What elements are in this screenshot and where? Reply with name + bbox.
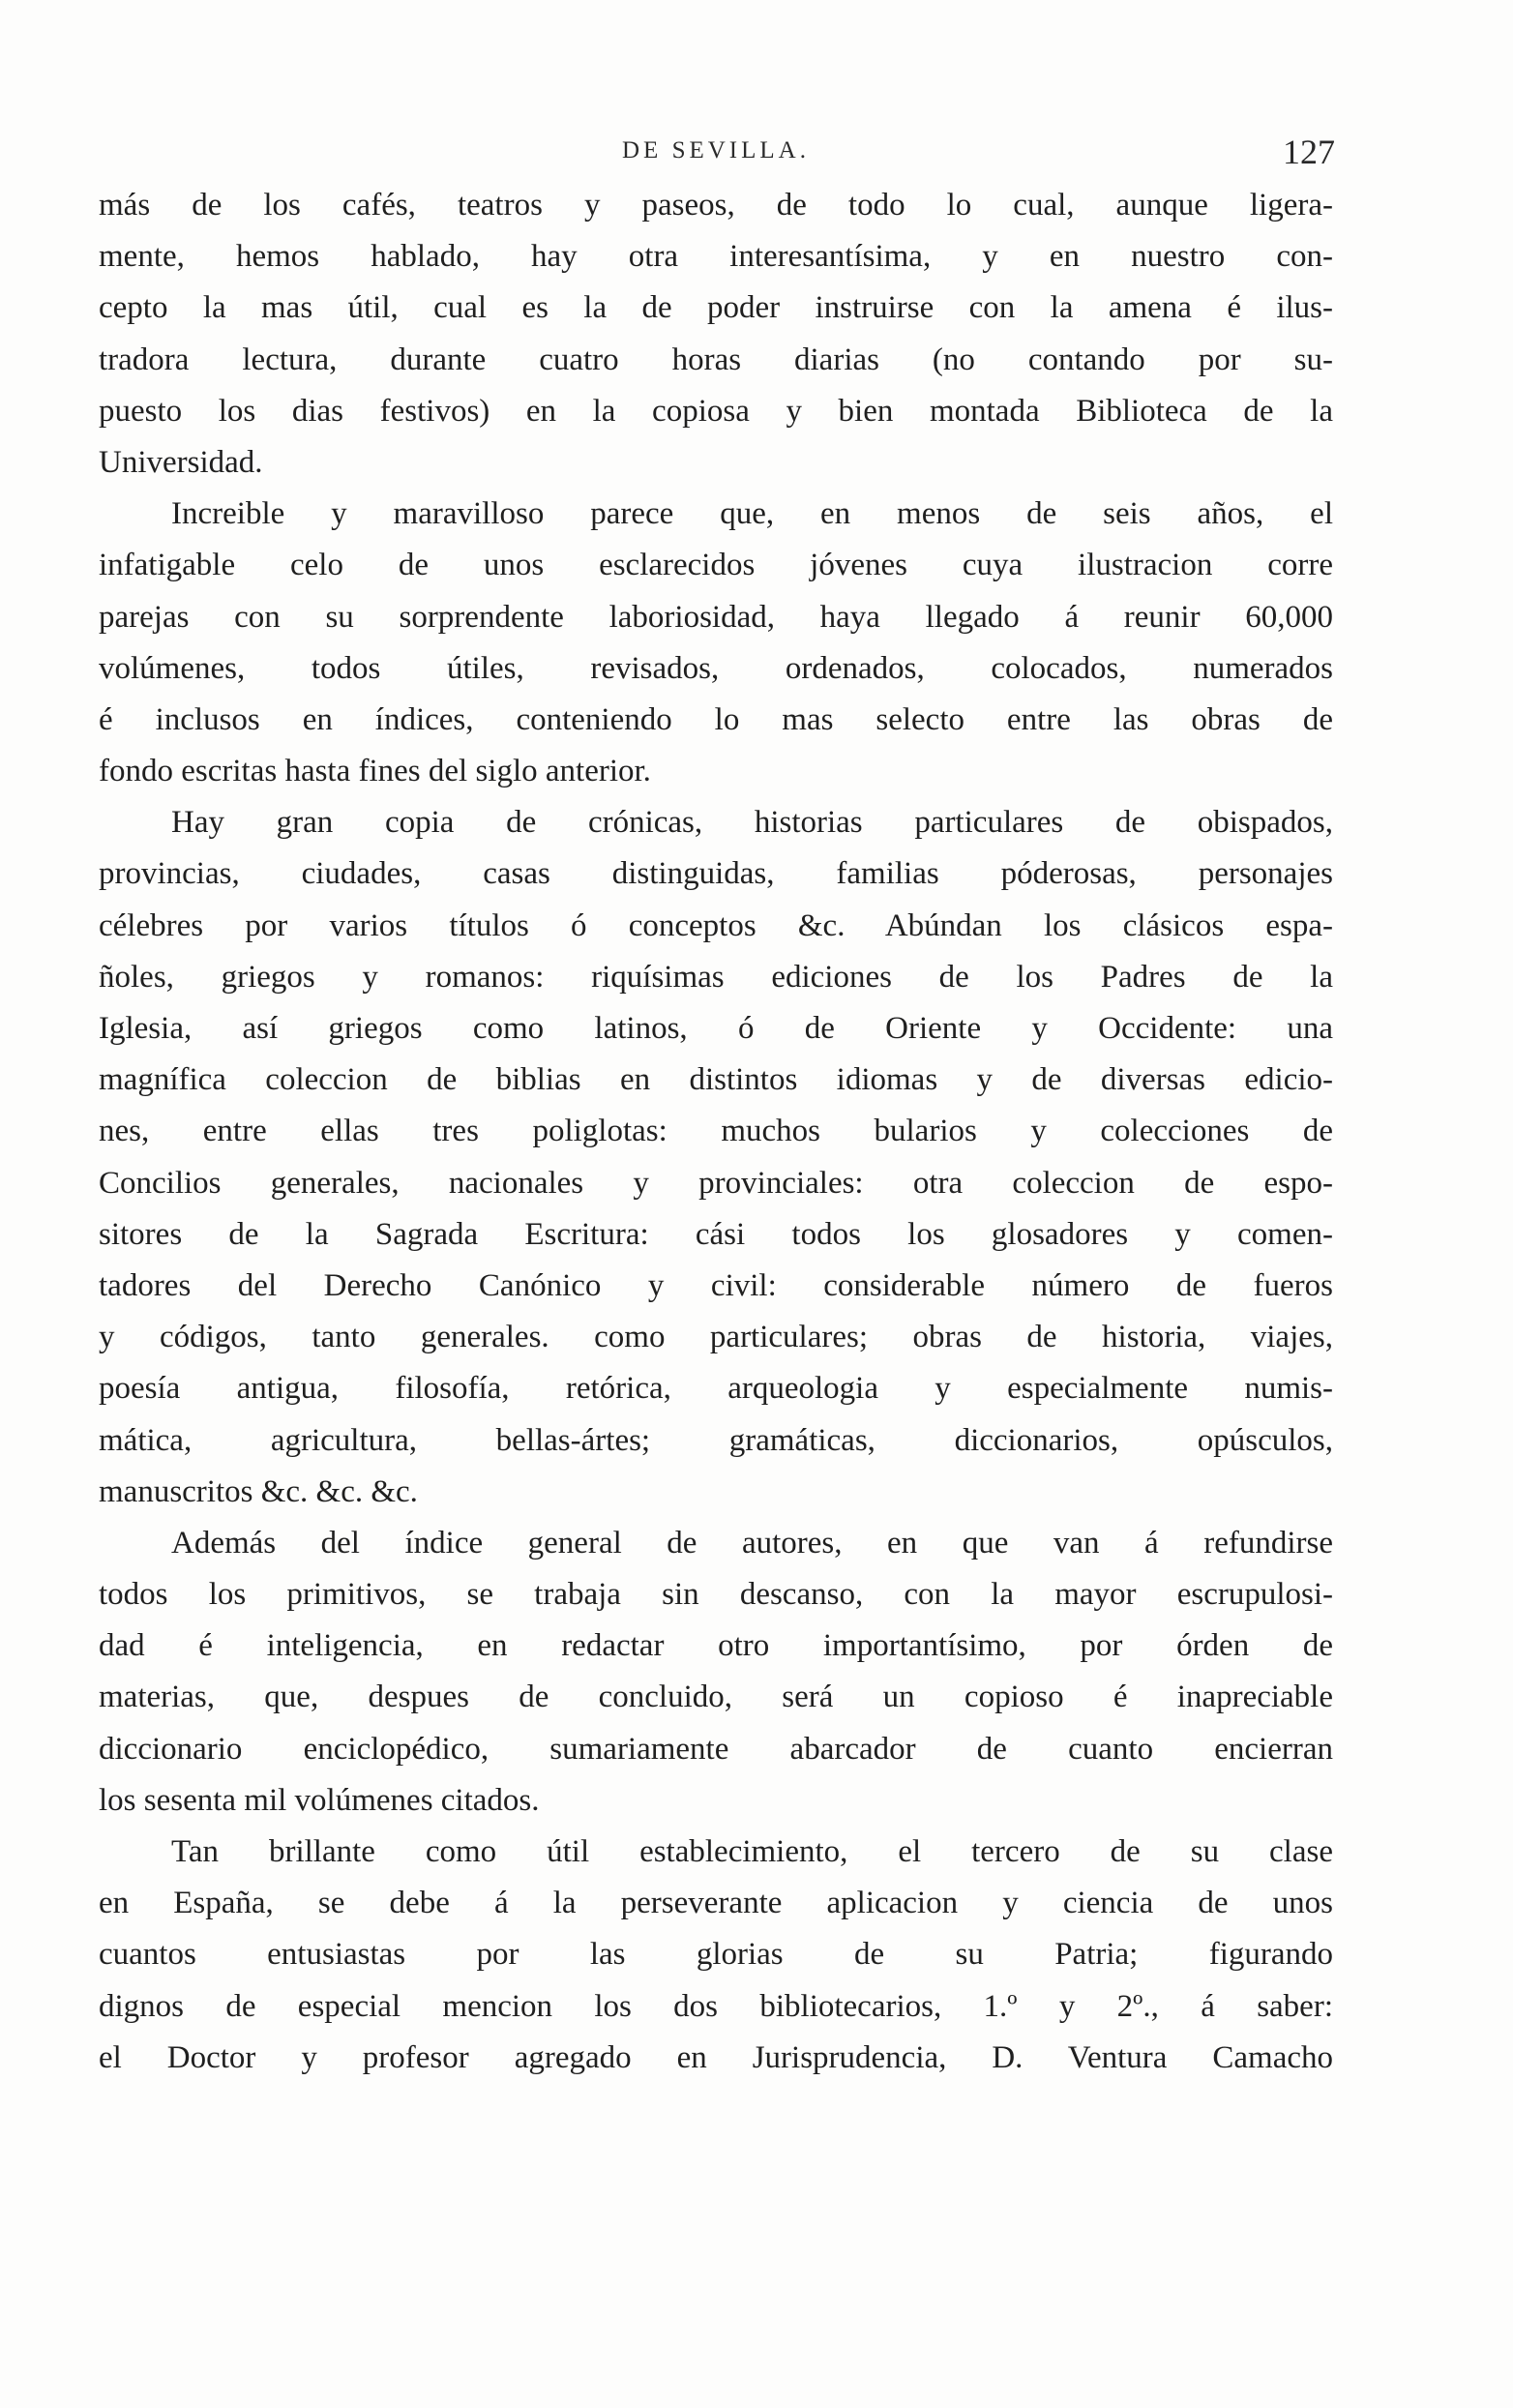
text-line: fondo escritas hasta fines del siglo anterior. bbox=[99, 754, 651, 789]
text-line: el Doctor y profesor agregado en Jurisprudencia, D. Ventura Camacho bbox=[99, 2039, 1333, 2075]
text-line: é inclusos en índices, conteniendo lo mas selecto entre las obras de bbox=[99, 701, 1333, 737]
text-line: dad é inteligencia, en redactar otro importantísimo, por órden de bbox=[99, 1628, 1333, 1664]
text-line: Hay gran copia de crónicas, historias particulares de obispados, bbox=[171, 805, 1333, 841]
page-header bbox=[97, 133, 1335, 176]
text-line: ñoles, griegos y romanos: riquísimas ediciones de los Padres de la bbox=[99, 959, 1333, 995]
text-line: parejas con su sorprendente laboriosidad, haya llegado á reunir 60,000 bbox=[99, 599, 1333, 635]
text-line: célebres por varios títulos ó conceptos &c. Abúndan los clásicos espa- bbox=[99, 907, 1333, 943]
page-number: 127 bbox=[1283, 133, 1335, 171]
text-line: materias, que, despues de concluido, será un copioso é inapreciable bbox=[99, 1680, 1333, 1715]
text-line: Increible y maravilloso parece que, en menos de seis años, el bbox=[171, 496, 1333, 532]
text-line: manuscritos &c. &c. &c. bbox=[99, 1473, 418, 1509]
running-title: DE SEVILLA. bbox=[622, 137, 810, 164]
text-line: provincias, ciudades, casas distinguidas, familias póderosas, personajes bbox=[99, 856, 1333, 892]
text-line: Además del índice general de autores, en que van á refundirse bbox=[171, 1525, 1333, 1561]
body-text bbox=[99, 180, 1333, 2084]
text-line: tradora lectura, durante cuatro horas diarias (no contando por su- bbox=[99, 342, 1333, 377]
text-line: puesto los dias festivos) en la copiosa y bien montada Biblioteca de la bbox=[99, 393, 1333, 429]
text-line: Universidad. bbox=[99, 444, 263, 480]
text-line: nes, entre ellas tres poliglotas: muchos bularios y colecciones de bbox=[99, 1114, 1333, 1149]
text-line: Tan brillante como útil establecimiento, el tercero de su clase bbox=[171, 1834, 1333, 1869]
text-line: y códigos, tanto generales. como particulares; obras de historia, viajes, bbox=[99, 1320, 1333, 1355]
text-line: mática, agricultura, bellas-ártes; gramáticas, diccionarios, opúsculos, bbox=[99, 1422, 1333, 1458]
text-line: infatigable celo de unos esclarecidos jóvenes cuya ilustracion corre bbox=[99, 548, 1333, 583]
text-line: diccionario enciclopédico, sumariamente abarcador de cuanto encierran bbox=[99, 1731, 1333, 1767]
text-line: volúmenes, todos útiles, revisados, ordenados, colocados, numerados bbox=[99, 650, 1333, 686]
text-line: los sesenta mil volúmenes citados. bbox=[99, 1782, 540, 1818]
text-line: mente, hemos hablado, hay otra interesantísima, y en nuestro con- bbox=[99, 239, 1333, 275]
text-line: más de los cafés, teatros y paseos, de todo lo cual, aunque ligera- bbox=[99, 188, 1333, 223]
text-line: Concilios generales, nacionales y provinciales: otra coleccion de espo- bbox=[99, 1165, 1333, 1201]
text-line: todos los primitivos, se trabaja sin descanso, con la mayor escrupulosi- bbox=[99, 1577, 1333, 1613]
text-line: Iglesia, así griegos como latinos, ó de Oriente y Occidente: una bbox=[99, 1011, 1333, 1046]
text-line: poesía antigua, filosofía, retórica, arqueologia y especialmente numis- bbox=[99, 1371, 1333, 1407]
text-line: en España, se debe á la perseverante aplicacion y ciencia de unos bbox=[99, 1886, 1333, 1921]
text-line: dignos de especial mencion los dos bibliotecarios, 1.º y 2º., á saber: bbox=[99, 1988, 1333, 2024]
text-line: cepto la mas útil, cual es la de poder instruirse con la amena é ilus- bbox=[99, 290, 1333, 326]
text-line: sitores de la Sagrada Escritura: cási todos los glosadores y comen- bbox=[99, 1216, 1333, 1252]
text-line: magnífica coleccion de biblias en distintos idiomas y de diversas edicio- bbox=[99, 1062, 1333, 1098]
text-line: cuantos entusiastas por las glorias de su Patria; figurando bbox=[99, 1937, 1333, 1973]
text-line: tadores del Derecho Canónico y civil: considerable número de fueros bbox=[99, 1267, 1333, 1303]
